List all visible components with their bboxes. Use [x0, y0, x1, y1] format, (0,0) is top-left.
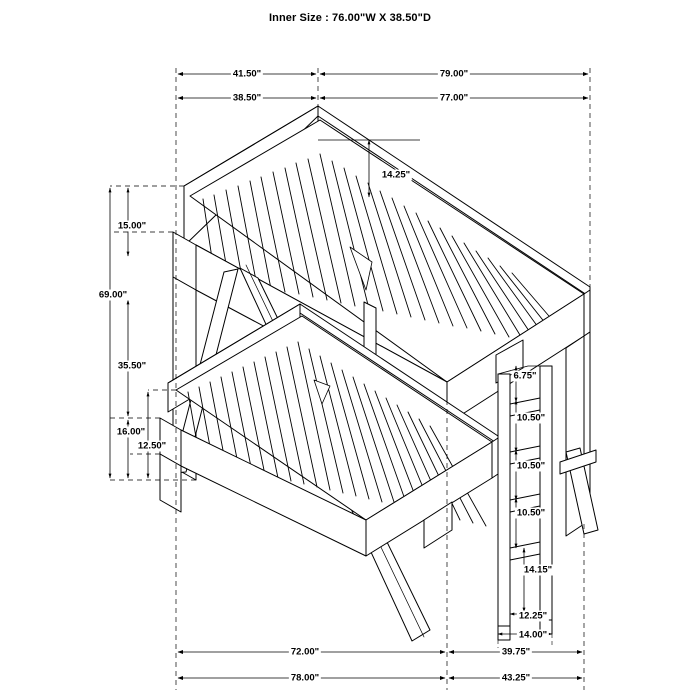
dim-bottom-78: 78.00" — [290, 672, 320, 684]
dim-ladder-14-00: 14.00" — [518, 629, 548, 641]
dim-left-16: 16.00" — [116, 426, 146, 438]
dim-bottom-72: 72.00" — [290, 646, 320, 658]
dim-left-69: 69.00" — [98, 289, 128, 301]
dim-ladder-12-25: 12.25" — [518, 610, 548, 622]
page-title: Inner Size : 76.00"W X 38.50"D — [269, 12, 431, 24]
dim-ladder-10-50-c: 10.50" — [516, 507, 546, 519]
dim-ladder-6-75: 6.75" — [513, 370, 537, 382]
dim-bottom-39-75: 39.75" — [501, 646, 531, 658]
dim-top-upper-right: 79.00" — [439, 68, 469, 80]
dim-left-35-5: 35.50" — [117, 360, 147, 372]
dim-top-lower-left: 38.50" — [232, 92, 262, 104]
dim-top-upper-left: 41.50" — [232, 68, 262, 80]
dim-ladder-14-15: 14.15" — [523, 564, 553, 576]
dim-ladder-10-50-a: 10.50" — [516, 412, 546, 424]
dim-top-lower-right: 77.00" — [439, 92, 469, 104]
dim-upper-bunk-clearance: 14.25" — [381, 169, 411, 181]
dim-bottom-43-25: 43.25" — [501, 672, 531, 684]
dim-left-12-5: 12.50" — [137, 440, 167, 452]
dim-left-15: 15.00" — [117, 220, 147, 232]
dim-ladder-10-50-b: 10.50" — [516, 460, 546, 472]
